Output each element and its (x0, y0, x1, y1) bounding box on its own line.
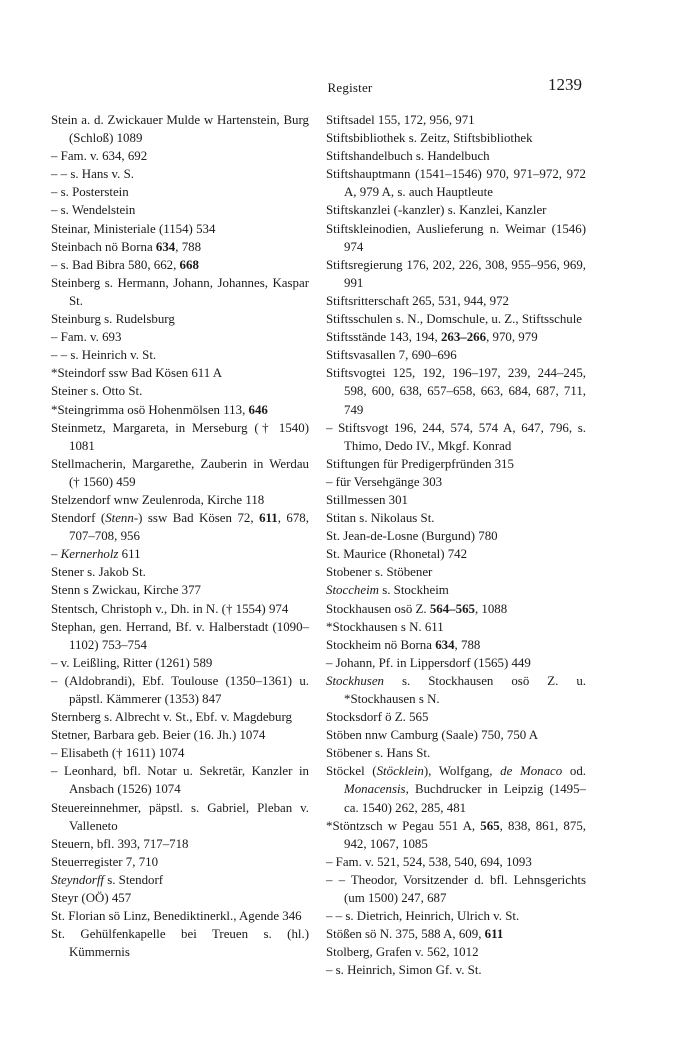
index-entry-segment: – s. Heinrich, Simon Gf. v. St. (326, 963, 482, 978)
index-entry-segment: Steiner s. Otto St. (51, 384, 143, 399)
index-entry (326, 744, 586, 762)
index-entry-segment: Stiftsstände 143, 194, (326, 330, 441, 345)
index-entry-segment: Stobener s. Stöbener (326, 565, 433, 580)
index-entry (326, 726, 586, 744)
index-entry-segment: Stiftshauptmann (1541–1546) 970, 971–972, 972 A, 979 A, s. auch Hauptleute (326, 167, 586, 200)
index-entry-segment: 611 (118, 547, 141, 562)
index-entry-segment: Stiftsadel 155, 172, 956, 971 (326, 113, 475, 127)
index-entry-segment: s. Stendorf (104, 872, 164, 887)
index-entry-segment: , 1088 (474, 601, 508, 616)
index-entry-segment: Stiftsvogtei 125, 192, 196–197, 239, 244–245, 598, 600, 638, 657–658, 663, 684, 687, 711, 749 (326, 366, 586, 417)
index-entry-segment: ), Wolfgang, (423, 764, 501, 779)
index-entry (51, 726, 309, 744)
index-entry (326, 672, 586, 708)
index-entry-segment: – s. Posterstein (51, 185, 129, 200)
index-column-right (326, 111, 586, 980)
index-entry (326, 762, 586, 816)
index-entry (326, 256, 586, 292)
index-entry (51, 889, 309, 907)
index-entry-segment: *Stockhausen s N. 611 (326, 619, 444, 634)
index-entry (51, 853, 309, 871)
index-entry (51, 328, 309, 346)
index-entry-segment: Stillmessen 301 (326, 492, 409, 507)
index-entry-segment: – v. Leißling, Ritter (1261) 589 (51, 655, 213, 670)
index-entry-segment: Stitan s. Nikolaus St. (326, 511, 435, 526)
index-entry (51, 835, 309, 853)
index-entry (51, 401, 309, 419)
index-entry (51, 274, 309, 310)
index-entry-segment: Stöben nnw Camburg (Saale) 750, 750 A (326, 728, 539, 743)
index-entry (51, 799, 309, 835)
index-entry-segment: 565 (480, 818, 500, 833)
index-entry-segment: – s. Bad Bibra 580, 662, (51, 257, 180, 272)
index-entry-segment: – – s. Hans v. S. (51, 167, 134, 182)
index-entry-segment: – Elisabeth († 1611) 1074 (51, 746, 185, 761)
index-entry-segment: Steinmetz, Margareta, in Merseburg († 1540) 1081 (51, 420, 309, 453)
index-entry (326, 907, 586, 925)
index-entry (326, 201, 586, 219)
index-entry-segment: Stiftsbibliothek s. Zeitz, Stiftsbibliothek (326, 131, 533, 146)
index-entry (51, 762, 309, 798)
index-entry-segment: 611 (259, 511, 278, 526)
index-entry-segment: Stocksdorf ö Z. 565 (326, 710, 429, 725)
index-entry (51, 509, 309, 545)
index-entry-segment: Stendorf ( (51, 511, 106, 526)
index-entry-segment: Stoccheim (326, 583, 379, 598)
index-entry-segment: Monacensis (344, 782, 406, 797)
index-entry-segment: *Steindorf ssw Bad Kösen 611 A (51, 366, 223, 381)
index-entry-segment: Stöckel ( (326, 764, 377, 779)
index-entry-segment: s. Stockheim (378, 583, 449, 598)
index-entry-segment: ) ssw Bad Kösen 72, (138, 511, 260, 526)
index-entry (51, 111, 309, 147)
index-entry-segment: Stein a. d. Zwickauer Mulde w Hartenstein, Burg (Schloß) 1089 (51, 113, 309, 146)
index-entry (326, 292, 586, 310)
index-entry-segment: Stolberg, Grafen v. 562, 1012 (326, 945, 479, 960)
index-entry (51, 600, 309, 618)
index-entry-segment: – s. Wendelstein (51, 203, 136, 218)
index-entry (51, 925, 309, 961)
index-entry-segment: Stiftungen für Predigerpfründen 315 (326, 456, 514, 471)
index-entry (326, 961, 586, 979)
index-entry (326, 147, 586, 165)
index-entry (51, 183, 309, 201)
index-entry (51, 491, 309, 509)
index-entry-segment: *Stöntzsch w Pegau 551 A, (326, 818, 481, 833)
index-entry-segment: – Fam. v. 634, 692 (51, 149, 148, 164)
index-entry (326, 111, 586, 129)
index-entry-segment: , 788 (175, 239, 202, 254)
index-entry-segment: – (Aldobrandi), Ebf. Toulouse (1350–1361) u. päpstl. Kämmerer (1353) 847 (51, 673, 309, 706)
index-entry (326, 563, 586, 581)
index-entry (326, 600, 586, 618)
index-entry-segment: Stiftskanzlei (-kanzler) s. Kanzlei, Kanzler (326, 203, 547, 218)
index-entry (326, 509, 586, 527)
index-entry-segment: Stiftsregierung 176, 202, 226, 308, 955–956, 969, 991 (326, 257, 586, 290)
index-entry-segment: – (51, 547, 61, 562)
index-entry (51, 907, 309, 925)
index-entry (326, 491, 586, 509)
page-number: 1239 (548, 75, 582, 94)
index-entry-segment: od. (562, 764, 586, 779)
index-entry (51, 147, 309, 165)
index-entry-segment: Steuereinnehmer, päpstl. s. Gabriel, Pleban v. Valleneto (51, 800, 309, 833)
index-entry-segment: Stenn- (105, 511, 139, 526)
index-entry-segment: Stockheim nö Borna (326, 637, 436, 652)
index-entry (326, 636, 586, 654)
index-entry (326, 419, 586, 455)
index-entry-segment: Steinar, Ministeriale (1154) 534 (51, 221, 216, 236)
index-entry-segment: Stetner, Barbara geb. Beier (16. Jh.) 1074 (51, 728, 266, 743)
index-entry-segment: Stiftskleinodien, Auslieferung n. Weimar (1546) 974 (326, 221, 586, 254)
index-entry (51, 201, 309, 219)
index-entry-segment: 646 (248, 402, 268, 417)
index-entry-segment: , Buchdrucker in Leipzig (1495–ca. 1540) 262, 285, 481 (344, 782, 586, 815)
index-entry (51, 871, 309, 889)
index-entry-segment: Stenn s Zwickau, Kirche 377 (51, 583, 201, 598)
index-entry-segment: Stöcklein (376, 764, 424, 779)
index-entry (326, 527, 586, 545)
index-entry-segment: Stiftshandelbuch s. Handelbuch (326, 149, 490, 164)
index-entry-segment: , 788 (454, 637, 481, 652)
index-entry (326, 654, 586, 672)
index-entry-segment: – für Versehgänge 303 (326, 474, 443, 489)
index-entry (51, 165, 309, 183)
index-entry-segment: – – s. Heinrich v. St. (51, 348, 157, 363)
index-entry-segment: – Fam. v. 693 (51, 330, 122, 345)
index-entry (326, 853, 586, 871)
index-entry (51, 455, 309, 491)
index-entry (326, 165, 586, 201)
index-entry (51, 708, 309, 726)
index-entry-segment: 564–565 (429, 601, 475, 616)
index-entry-segment: 634 (435, 637, 455, 652)
index-entry-segment: Stiftsschulen s. N., Domschule, u. Z., Stiftsschule (326, 312, 583, 327)
index-entry-segment: – – Theodor, Vorsitzender d. bfl. Lehnsgerichts (um 1500) 247, 687 (326, 872, 586, 906)
index-entry-segment: Stentsch, Christoph v., Dh. in N. († 1554) 974 (51, 601, 289, 616)
index-column-left (51, 111, 309, 961)
index-entry-segment: 611 (484, 927, 504, 942)
index-entry-segment: Stockhausen osö Z. (326, 601, 430, 616)
index-entry-segment: Stellmacherin, Margarethe, Zauberin in Werdau († 1560) 459 (51, 456, 309, 489)
index-entry (326, 545, 586, 563)
index-entry-segment: , 838, 861, 875, 942, 1067, 1085 (344, 818, 586, 851)
index-entry (51, 256, 309, 274)
index-entry (51, 220, 309, 238)
index-entry (51, 654, 309, 672)
index-entry (51, 672, 309, 708)
index-entry (51, 618, 309, 654)
index-entry-segment: – Johann, Pf. in Lippersdorf (1565) 449 (326, 655, 531, 670)
index-entry (51, 364, 309, 382)
index-entry (326, 455, 586, 473)
index-entry-segment: Stöbener s. Hans St. (326, 746, 431, 761)
index-entry-segment: , 970, 979 (486, 330, 538, 345)
index-entry (51, 744, 309, 762)
index-entry-segment: Kernerholz (60, 547, 119, 562)
index-entry-segment: de Monaco (500, 764, 563, 779)
index-entry-segment: – Leonhard, bfl. Notar u. Sekretär, Kanzler in Ansbach (1526) 1074 (51, 764, 309, 797)
index-entry (51, 581, 309, 599)
index-entry-segment: Stelzendorf wnw Zeulenroda, Kirche 118 (51, 492, 265, 507)
index-entry-segment: Stiftsritterschaft 265, 531, 944, 972 (326, 293, 509, 308)
index-entry (326, 943, 586, 961)
index-entry-segment: s. Stockhausen osö Z. u. *Stockhausen s N. (344, 673, 586, 706)
running-header-title: Register (327, 80, 373, 95)
index-entry-segment: 668 (179, 257, 199, 272)
index-entry (51, 346, 309, 364)
index-entry-segment: St. Florian sö Linz, Benediktinerkl., Agende 346 (51, 909, 302, 924)
index-entry (326, 310, 586, 328)
index-entry (326, 473, 586, 491)
index-entry-segment: *Steingrimma osö Hohenmölsen 113, (51, 402, 249, 417)
index-entry (326, 364, 586, 418)
index-entry (326, 129, 586, 147)
index-entry-segment: Steinberg s. Hermann, Johann, Johannes, Kaspar St. (51, 275, 309, 308)
index-entry (51, 238, 309, 256)
index-entry (326, 346, 586, 364)
index-entry-segment: St. Maurice (Rhonetal) 742 (326, 547, 468, 562)
index-entry-segment: Stockhusen (326, 673, 384, 688)
index-entry-segment: Stiftsvasallen 7, 690–696 (326, 348, 457, 363)
index-entry (326, 328, 586, 346)
index-entry-segment: St. Gehülfenkapelle bei Treuen s. (hl.) Kümmernis (51, 927, 309, 960)
index-entry-segment: Steyndorff (51, 872, 104, 887)
index-entry (326, 871, 586, 907)
index-entry-segment: St. Jean-de-Losne (Burgund) 780 (326, 529, 498, 544)
index-entry-segment: – Stiftsvogt 196, 244, 574, 574 A, 647, 796, s. Thimo, Dedo IV., Mkgf. Konrad (326, 420, 586, 453)
index-entry-segment: Stephan, gen. Herrand, Bf. v. Halberstadt (1090–1102) 753–754 (51, 619, 309, 652)
index-entry-segment: Steinbach nö Borna (51, 239, 156, 254)
index-entry (326, 581, 586, 599)
index-entry-segment: Steuern, bfl. 393, 717–718 (51, 836, 189, 851)
index-entry-segment: Stener s. Jakob St. (51, 565, 146, 580)
index-entry (326, 925, 586, 943)
index-entry-segment: 634 (155, 239, 176, 254)
index-entry-segment: Sternberg s. Albrecht v. St., Ebf. v. Magdeburg (51, 710, 292, 725)
index-entry (326, 708, 586, 726)
index-entry (326, 220, 586, 256)
index-entry-segment: – Fam. v. 521, 524, 538, 540, 694, 1093 (326, 854, 532, 869)
index-entry (51, 382, 309, 400)
index-entry (326, 817, 586, 853)
index-entry (51, 563, 309, 581)
index-entry (51, 419, 309, 455)
index-entry-segment: Stößen sö N. 375, 588 A, 609, (326, 927, 485, 942)
index-entry-segment: , 678, 707–708, 956 (69, 511, 309, 544)
index-entry (326, 618, 586, 636)
index-entry-segment: Steinburg s. Rudelsburg (51, 312, 175, 327)
index-entry (51, 545, 309, 563)
index-entry (51, 310, 309, 328)
index-entry-segment: Steyr (OÖ) 457 (51, 891, 132, 906)
index-entry-segment: 263–266 (440, 330, 487, 345)
index-entry-segment: – – s. Dietrich, Heinrich, Ulrich v. St. (326, 909, 520, 924)
index-entry-segment: Steuerregister 7, 710 (51, 854, 159, 869)
